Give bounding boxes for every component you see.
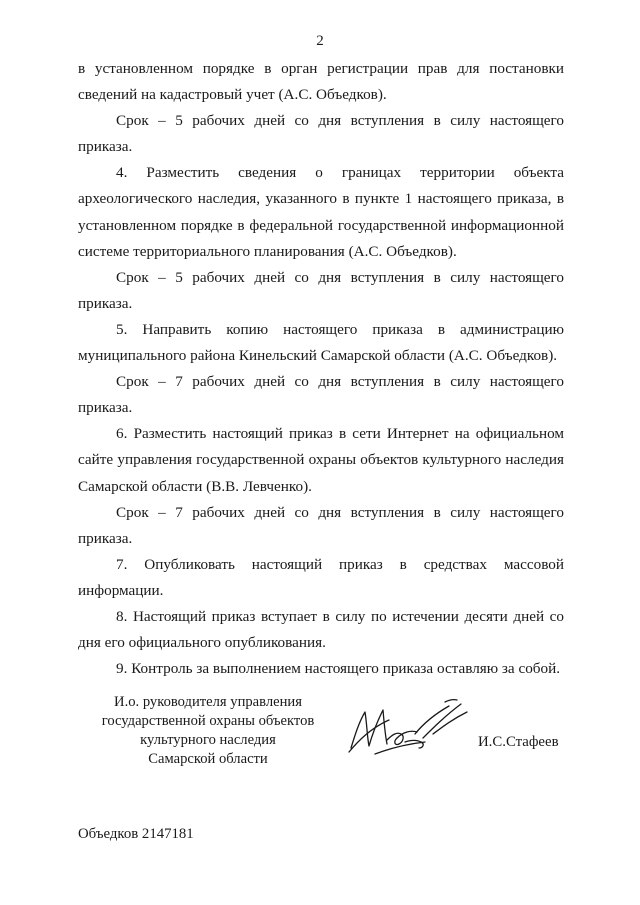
paragraph-item-6: 6. Разместить настоящий приказ в сети Интернет на официальном сайте управления государственной охраны объектов культурного наследия Самарской области (В.В. Левченко). [78, 425, 564, 495]
signatory-position [88, 693, 328, 769]
signatory-position-line: государственной охраны объектов [101, 713, 315, 729]
paragraph-registration-continued: в установленном порядке в орган регистрации прав для постановки сведений на кадастровый учет (А.С. Объедков). [78, 60, 564, 104]
page-number: 2 [316, 33, 324, 49]
paragraph-deadline-4: Срок – 7 рабочих дней со дня вступления в силу настоящего приказа. [78, 503, 564, 547]
paragraph-item-5: 5. Направить копию настоящего приказа в администрацию муниципального района Кинельский Самарской области (А.С. Объедков). [78, 320, 564, 365]
signatory-position-line: культурного наследия [140, 732, 276, 748]
signatory-position-line: И.о. руководителя управления [114, 694, 302, 710]
order-body [78, 56, 564, 682]
paragraph-item-7: 7. Опубликовать настоящий приказ в средствах массовой информации. [78, 555, 564, 599]
signatory-position-line: Самарской области [148, 751, 268, 767]
executor-note: Объедков 2147181 [78, 826, 194, 842]
paragraph-deadline-3: Срок – 7 рабочих дней со дня вступления в силу настоящего приказа. [78, 373, 564, 417]
paragraph-item-9: 9. Контроль за выполнением настоящего приказа оставляю за собой. [116, 660, 561, 678]
paragraph-deadline-1: Срок – 5 рабочих дней со дня вступления в силу настоящего приказа. [78, 112, 564, 156]
handwritten-signature-icon [345, 690, 475, 760]
paragraph-item-8: 8. Настоящий приказ вступает в силу по истечении десяти дней со дня его официального опубликования. [78, 607, 564, 652]
signatory-name: И.С.Стафеев [478, 734, 559, 750]
paragraph-item-4: 4. Разместить сведения о границах территории объекта археологического наследия, указанного в пункте 1 настоящего приказа, в установленном порядке в федеральной государственной информационной системе территориального планирования (А.С. Объедков). [78, 164, 564, 260]
paragraph-deadline-2: Срок – 5 рабочих дней со дня вступления в силу настоящего приказа. [78, 268, 564, 312]
